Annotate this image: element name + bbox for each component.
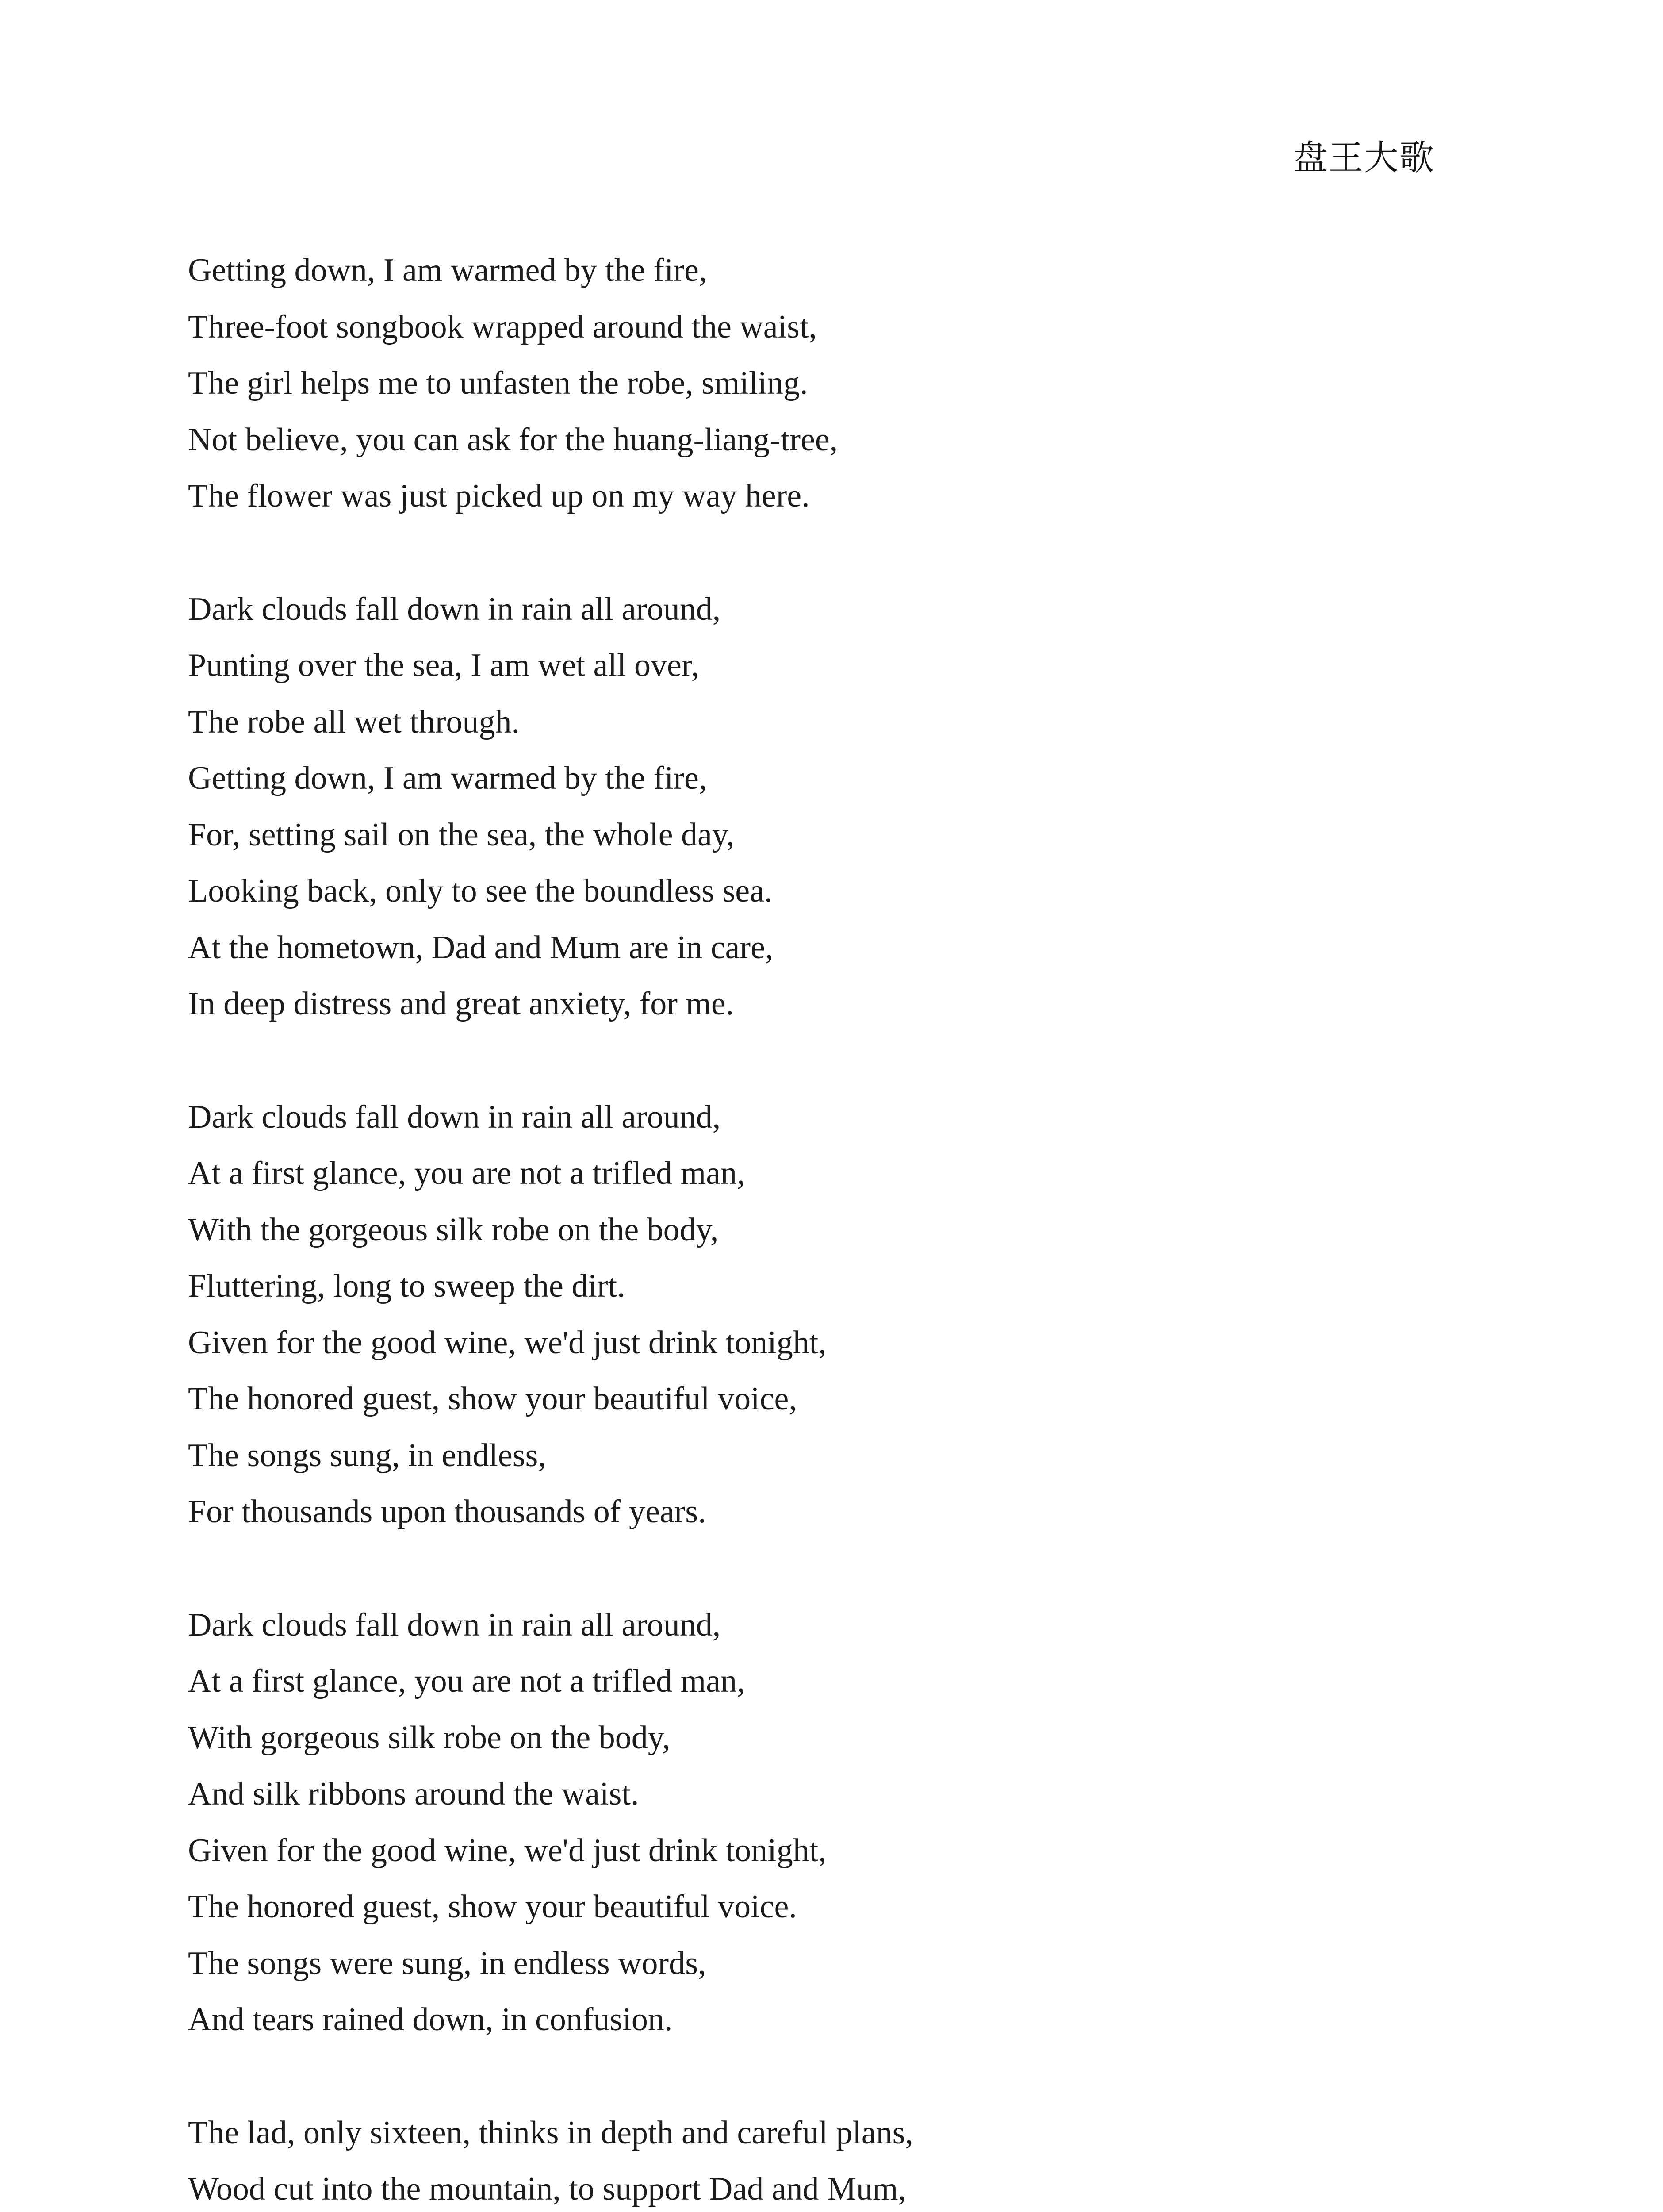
stanza-4: [188, 1597, 1471, 2048]
stanza-5: [188, 2105, 1471, 2212]
poem-line: The lad, only sixteen, thinks in depth and careful plans,: [188, 2114, 913, 2151]
poem-line: The robe all wet through.: [188, 703, 520, 740]
poem-line: Dark clouds fall down in rain all around,: [188, 1098, 721, 1135]
stanza-2: [188, 581, 1471, 1033]
poem-line: Not believe, you can ask for the huang-liang-tree,: [188, 421, 838, 458]
stanza-1: [188, 242, 1471, 525]
stanza-3: [188, 1089, 1471, 1540]
poem-line: Getting down, I am warmed by the fire,: [188, 252, 707, 288]
running-header: 盘王大歌: [1293, 138, 1435, 178]
poem-line: For thousands upon thousands of years.: [188, 1494, 706, 1530]
poem-line: At a first glance, you are not a trifled man,: [188, 1155, 745, 1191]
poem-line: Getting down, I am warmed by the fire,: [188, 760, 707, 796]
poem-line: And tears rained down, in confusion.: [188, 2001, 673, 2038]
poem-line: The songs sung, in endless,: [188, 1437, 546, 1474]
poem-line: The honored guest, show your beautiful voice,: [188, 1381, 797, 1417]
poem-line: The songs were sung, in endless words,: [188, 1945, 706, 1982]
poem-line: At the hometown, Dad and Mum are in care,: [188, 929, 774, 966]
poem-line: The girl helps me to unfasten the robe, smiling.: [188, 365, 808, 401]
poem-line: For, setting sail on the sea, the whole day,: [188, 816, 735, 853]
poem-line: The flower was just picked up on my way here.: [188, 478, 810, 514]
poem-body: [188, 242, 1471, 2212]
poem-line: In deep distress and great anxiety, for me.: [188, 986, 734, 1022]
poem-line: With gorgeous silk robe on the body,: [188, 1719, 671, 1756]
poem-line: Wood cut into the mountain, to support Dad and Mum,: [188, 2171, 906, 2207]
poem-line: Given for the good wine, we'd just drink tonight,: [188, 1832, 827, 1869]
poem-line: Looking back, only to see the boundless sea.: [188, 873, 773, 909]
poem-line: With the gorgeous silk robe on the body,: [188, 1211, 719, 1248]
poem-line: Punting over the sea, I am wet all over,: [188, 647, 700, 684]
poem-line: Dark clouds fall down in rain all around,: [188, 591, 721, 627]
poem-line: Given for the good wine, we'd just drink tonight,: [188, 1324, 827, 1361]
poem-line: And silk ribbons around the waist.: [188, 1776, 639, 1812]
poem-line: The honored guest, show your beautiful voice.: [188, 1889, 797, 1925]
poem-line: At a first glance, you are not a trifled man,: [188, 1663, 745, 1699]
poem-line: Three-foot songbook wrapped around the waist,: [188, 308, 817, 345]
poem-line: Fluttering, long to sweep the dirt.: [188, 1268, 625, 1304]
poem-line: Dark clouds fall down in rain all around,: [188, 1606, 721, 1643]
